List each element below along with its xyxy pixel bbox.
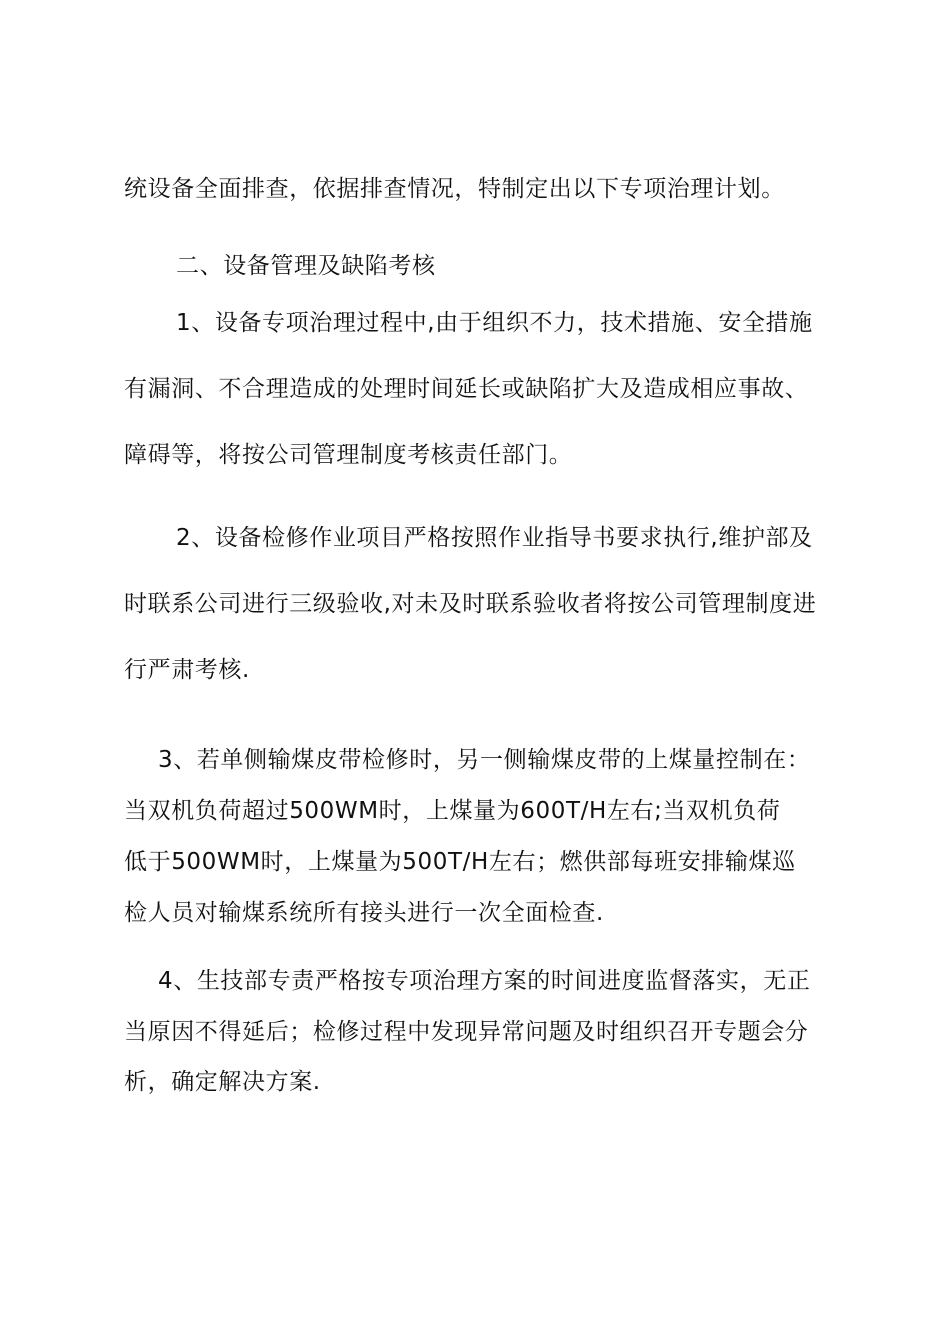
intro-paragraph: 统设备全面排查，依据排查情况，特制定出以下专项治理计划。	[124, 176, 785, 202]
item3-line4: 检人员对输煤系统所有接头进行一次全面检查.	[124, 900, 604, 926]
item3-line3: 低于500WM时，上煤量为500T/H左右；燃供部每班安排输煤巡	[124, 849, 796, 875]
item1-line3: 障碍等，将按公司管理制度考核责任部门。	[124, 442, 573, 468]
item3-line1: 3、若单侧输煤皮带检修时，另一侧输煤皮带的上煤量控制在：	[158, 747, 811, 773]
item2-line1: 2、设备检修作业项目严格按照作业指导书要求执行,维护部及	[176, 525, 813, 551]
item4-line1: 4、生技部专责严格按专项治理方案的时间进度监督落实，无正	[158, 968, 811, 994]
item1-line2: 有漏洞、不合理造成的处理时间延长或缺陷扩大及造成相应事故、	[124, 376, 809, 402]
item2-line2: 时联系公司进行三级验收,对未及时联系验收者将按公司管理制度进	[124, 591, 817, 617]
item4-line3: 析，确定解决方案.	[124, 1069, 321, 1095]
item4-line2: 当原因不得延后；检修过程中发现异常问题及时组织召开专题会分	[124, 1019, 809, 1045]
section-heading: 二、设备管理及缺陷考核	[176, 253, 436, 279]
item2-line3: 行严肃考核.	[124, 657, 250, 683]
item1-line1: 1、设备专项治理过程中,由于组织不力，技术措施、安全措施	[176, 310, 813, 336]
item3-line2: 当双机负荷超过500WM时，上煤量为600T/H左右;当双机负荷	[124, 798, 781, 824]
